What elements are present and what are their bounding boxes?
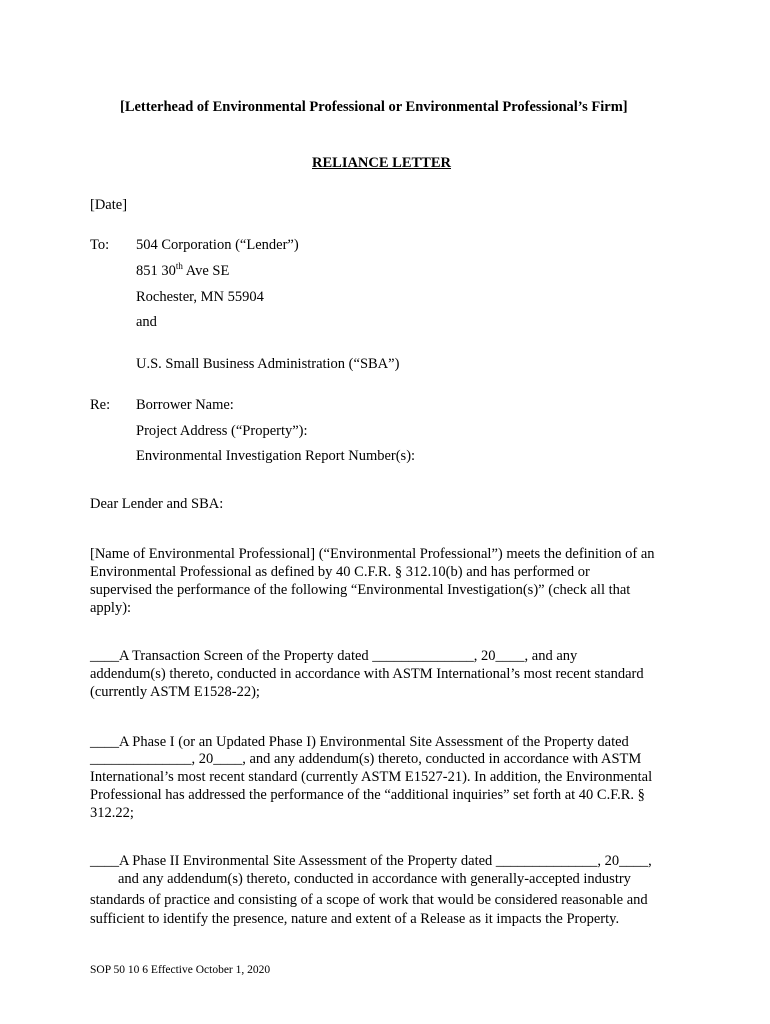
item-2-line-1: ____A Phase I (or an Updated Phase I) Environmental Site Assessment of the Property dated <box>90 734 629 750</box>
letterhead: [Letterhead of Environmental Professional or Environmental Professional’s Firm] <box>120 99 628 115</box>
re-line-2: Project Address (“Property”): <box>136 423 308 439</box>
intro-line-1: [Name of Environmental Professional] (“Environmental Professional”) meets the definition of an <box>90 546 655 562</box>
to-line-2 <box>136 262 229 280</box>
item-2-line-5: 312.22; <box>90 805 134 821</box>
item-1-line-2: addendum(s) thereto, conducted in accordance with ASTM International’s most recent standard <box>90 666 644 682</box>
item-3-line-2: and any addendum(s) thereto, conducted in accordance with generally-accepted industry <box>118 871 631 887</box>
to-label: To: <box>90 237 110 253</box>
to-line-2-post: Ave SE <box>182 263 230 279</box>
to-line-2-sup: th <box>175 261 183 272</box>
page-title: RELIANCE LETTER <box>312 155 451 171</box>
intro-line-3: supervised the performance of the following “Environmental Investigation(s)” (check all that <box>90 582 631 598</box>
date-line: [Date] <box>90 197 128 213</box>
to-line-1: 504 Corporation (“Lender”) <box>136 237 299 253</box>
item-3-line-3: standards of practice and consisting of a scope of work that would be considered reasonable and <box>90 892 648 908</box>
intro-line-2: Environmental Professional as defined by 40 C.F.R. § 312.10(b) and has performed or <box>90 564 590 580</box>
page-footer: SOP 50 10 6 Effective October 1, 2020 <box>90 964 271 976</box>
item-1-line-3: (currently ASTM E1528-22); <box>90 684 260 700</box>
item-2-line-4: Professional has addressed the performance of the “additional inquiries” set forth at 40 C.F.R. § <box>90 787 645 803</box>
item-3-line-1: ____A Phase II Environmental Site Assessment of the Property dated ______________, 20____, <box>90 853 652 869</box>
item-2-line-2: ______________, 20____, and any addendum(s) thereto, conducted in accordance with ASTM <box>90 751 642 767</box>
salutation: Dear Lender and SBA: <box>90 496 224 512</box>
intro-line-4: apply): <box>90 600 132 616</box>
item-3-line-4: sufficient to identify the presence, nature and extent of a Release as it impacts the Property. <box>90 911 620 927</box>
item-2-line-3: International’s most recent standard (currently ASTM E1527-21). In addition, the Environmental <box>90 769 653 785</box>
to-line-4: and <box>136 314 157 330</box>
to-line-3: Rochester, MN 55904 <box>136 289 264 305</box>
item-1-line-1: ____A Transaction Screen of the Property dated ______________, 20____, and any <box>90 648 578 664</box>
to-line-2-pre: 851 30 <box>136 263 176 279</box>
re-line-1: Borrower Name: <box>136 397 234 413</box>
re-line-3: Environmental Investigation Report Number(s): <box>136 448 416 464</box>
to-line-5: U.S. Small Business Administration (“SBA”) <box>136 356 400 372</box>
re-label: Re: <box>90 397 111 413</box>
